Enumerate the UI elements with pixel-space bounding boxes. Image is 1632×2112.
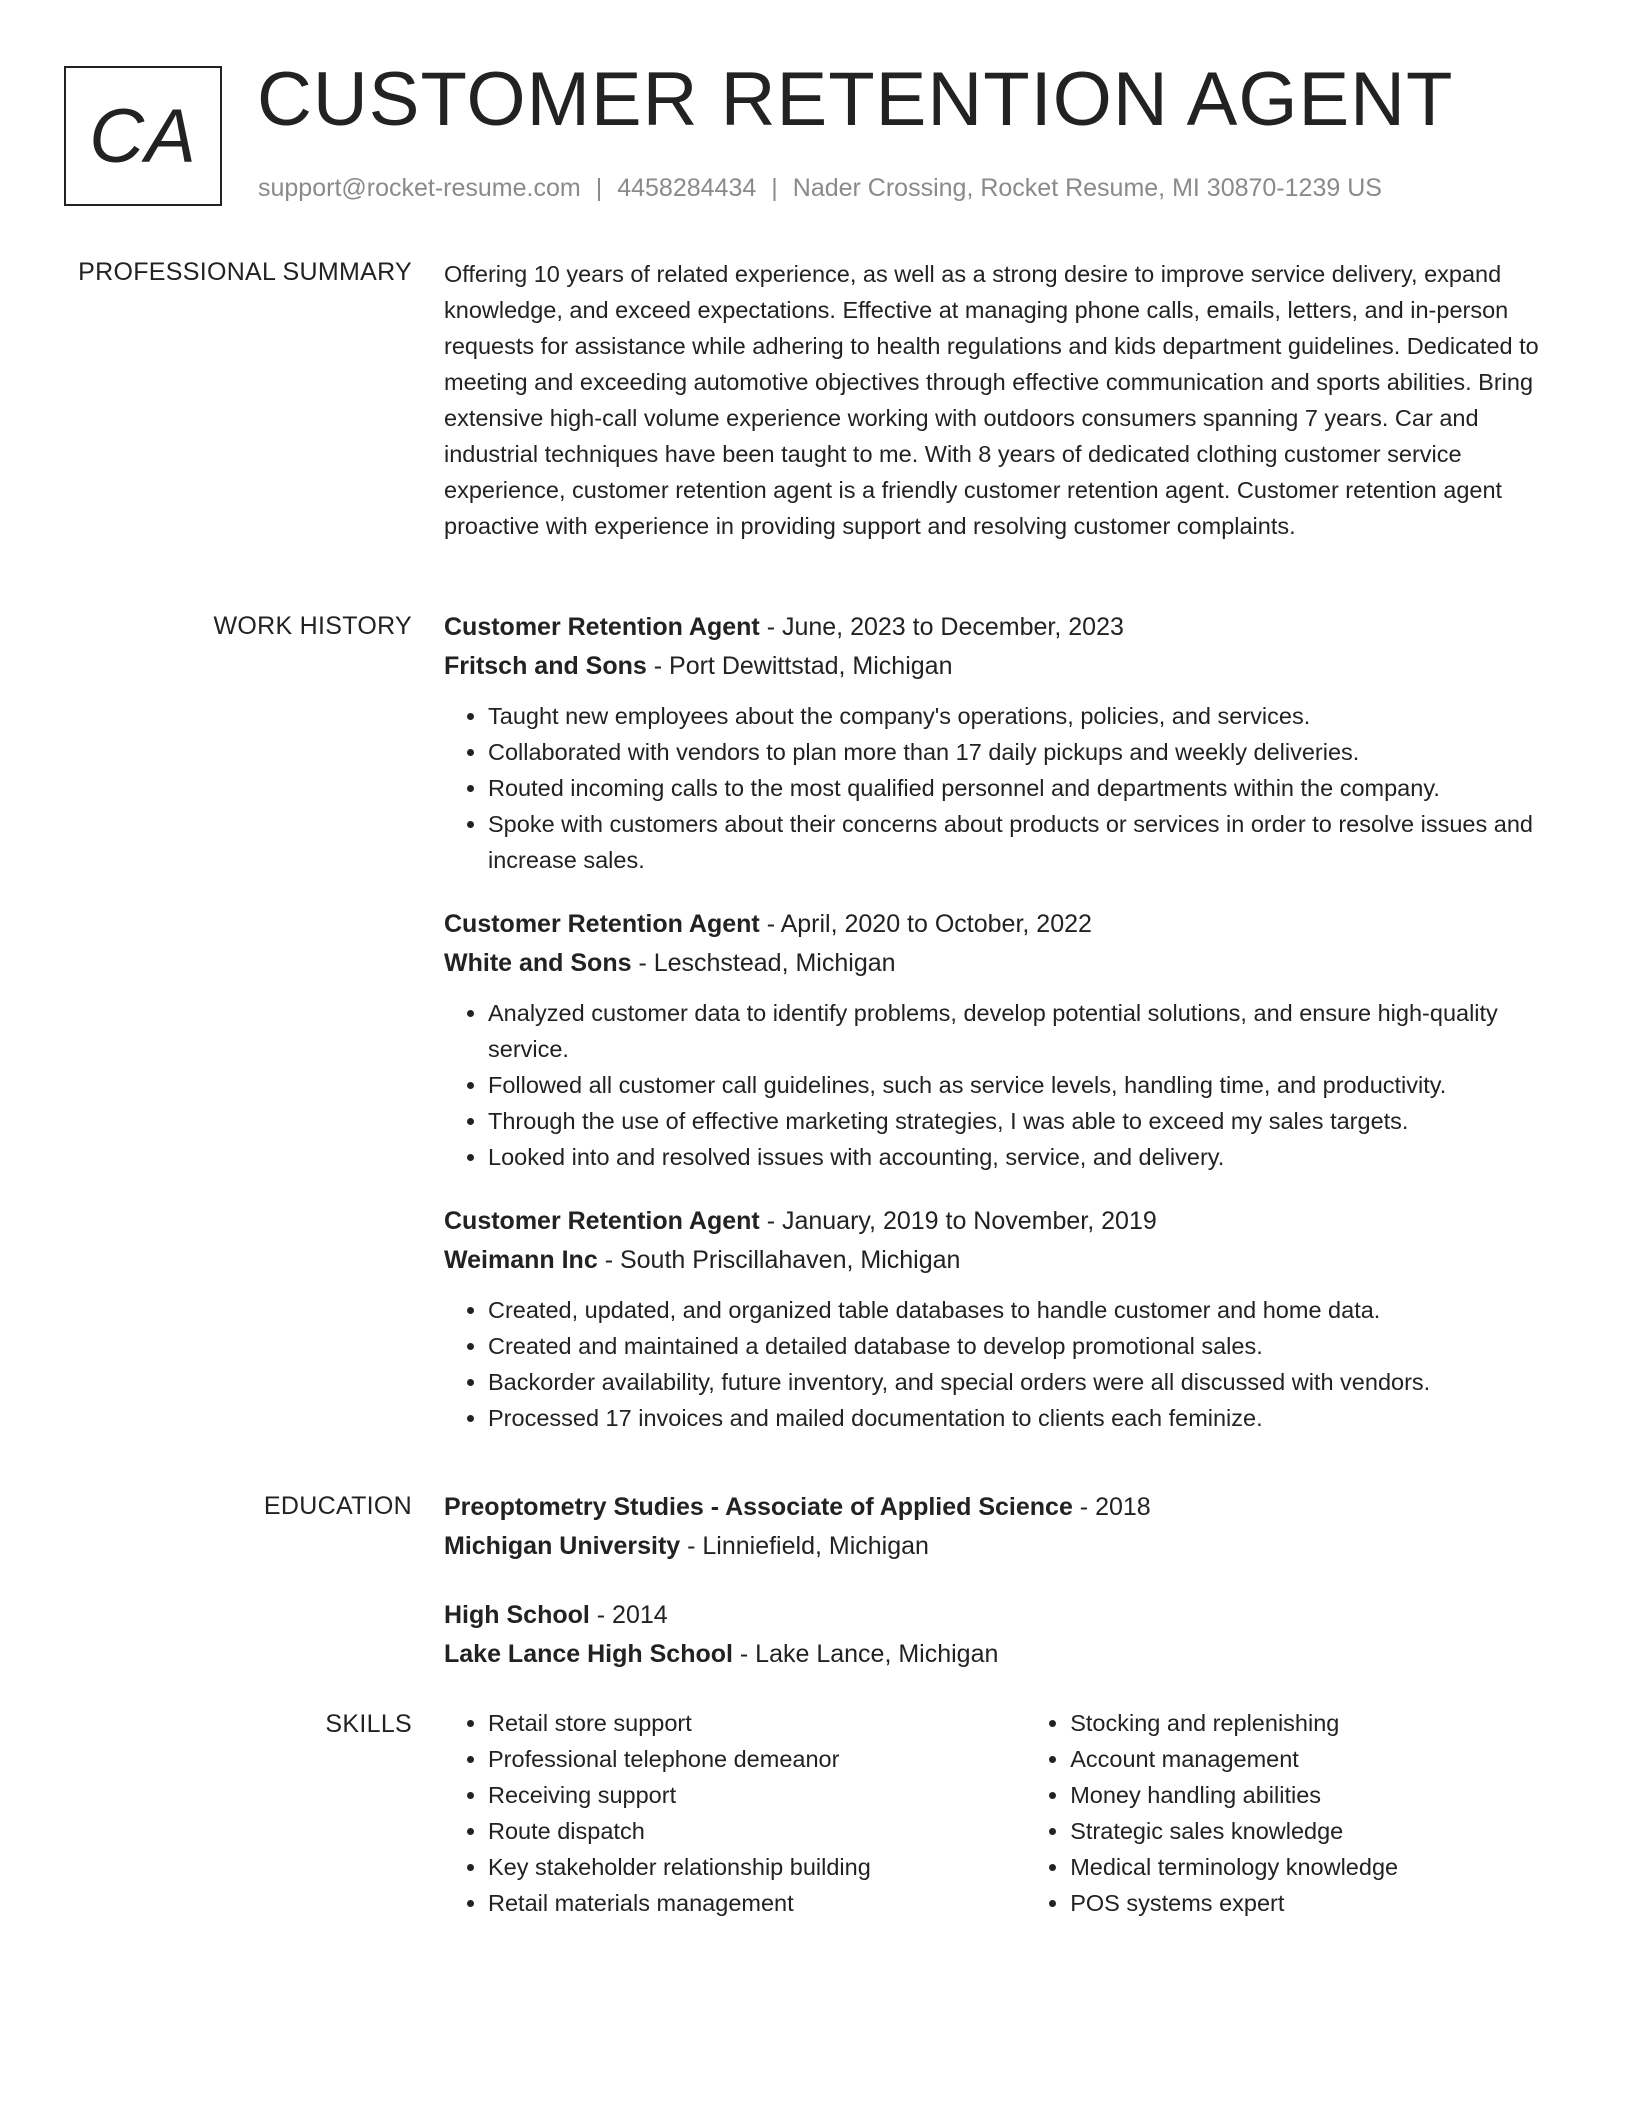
contact-address: Nader Crossing, Rocket Resume, MI 30870-1239 US bbox=[792, 174, 1382, 202]
section-label-skills: SKILLS bbox=[325, 1710, 412, 1738]
job-dates: - April, 2020 to October, 2022 bbox=[759, 910, 1092, 938]
job-bullet: • Collaborated with vendors to plan more than 17 daily pickups and weekly deliveries. bbox=[488, 734, 1564, 770]
education-degree-line bbox=[444, 1488, 1564, 1527]
section-label-education: EDUCATION bbox=[263, 1492, 412, 1520]
skills-columns bbox=[444, 1705, 1564, 1921]
job-location: - Port Dewittstad, Michigan bbox=[646, 652, 953, 680]
section-label-summary: PROFESSIONAL SUMMARY bbox=[78, 258, 412, 286]
job-bullets bbox=[444, 995, 1564, 1175]
skill-item: • Account management bbox=[1070, 1741, 1564, 1777]
job-bullet: • Through the use of effective marketing strategies, I was able to exceed my sales targets. bbox=[488, 1103, 1564, 1139]
job-bullet: • Routed incoming calls to the most qualified personnel and departments within the company. bbox=[488, 770, 1564, 806]
job-location: - South Priscillahaven, Michigan bbox=[597, 1246, 961, 1274]
contact-line bbox=[258, 174, 1382, 203]
job-title-line bbox=[444, 1202, 1564, 1241]
work-history-section bbox=[444, 608, 1564, 1436]
job-bullets bbox=[444, 1292, 1564, 1436]
skill-item: • Medical terminology knowledge bbox=[1070, 1849, 1564, 1885]
job-company-line bbox=[444, 944, 1564, 983]
skill-item: • Professional telephone demeanor bbox=[488, 1741, 1026, 1777]
job-company: Weimann Inc bbox=[444, 1246, 598, 1274]
monogram-initials: CA bbox=[89, 93, 197, 179]
monogram-box bbox=[64, 66, 222, 206]
education-school: Michigan University bbox=[444, 1532, 681, 1560]
job-dates: - June, 2023 to December, 2023 bbox=[759, 613, 1124, 641]
education-degree-line bbox=[444, 1596, 1564, 1635]
job-title-line bbox=[444, 608, 1564, 647]
skill-item: • Receiving support bbox=[488, 1777, 1026, 1813]
contact-phone: 4458284434 bbox=[617, 174, 757, 202]
skill-item: • Retail materials management bbox=[488, 1885, 1026, 1921]
job-bullet: • Taught new employees about the company's operations, policies, and services. bbox=[488, 698, 1564, 734]
section-label-work-history: WORK HISTORY bbox=[213, 612, 412, 640]
skill-item: • Stocking and replenishing bbox=[1070, 1705, 1564, 1741]
education-school-line bbox=[444, 1527, 1564, 1566]
skill-item: • POS systems expert bbox=[1070, 1885, 1564, 1921]
skill-item: • Money handling abilities bbox=[1070, 1777, 1564, 1813]
education-degree: Preoptometry Studies - Associate of Applied Science bbox=[444, 1493, 1073, 1521]
job-title: Customer Retention Agent bbox=[444, 910, 760, 938]
job-bullet: • Created, updated, and organized table databases to handle customer and home data. bbox=[488, 1292, 1564, 1328]
education-year: - 2018 bbox=[1072, 1493, 1151, 1521]
job-dates: - January, 2019 to November, 2019 bbox=[759, 1207, 1157, 1235]
contact-separator: | bbox=[595, 174, 603, 202]
job-title: Customer Retention Agent bbox=[444, 613, 760, 641]
skill-item: • Route dispatch bbox=[488, 1813, 1026, 1849]
job-title: Customer Retention Agent bbox=[444, 1207, 760, 1235]
job-title-line bbox=[444, 905, 1564, 944]
job-bullet: • Backorder availability, future inventory, and special orders were all discussed with vendors. bbox=[488, 1364, 1564, 1400]
skill-item: • Key stakeholder relationship building bbox=[488, 1849, 1026, 1885]
job-company: White and Sons bbox=[444, 949, 632, 977]
job-bullet: • Processed 17 invoices and mailed documentation to clients each feminize. bbox=[488, 1400, 1564, 1436]
summary-section bbox=[444, 256, 1564, 544]
job-location: - Leschstead, Michigan bbox=[631, 949, 896, 977]
education-entry bbox=[444, 1488, 1564, 1566]
job-company-line bbox=[444, 647, 1564, 686]
education-year: - 2014 bbox=[589, 1601, 668, 1629]
education-section bbox=[444, 1488, 1564, 1674]
education-school-line bbox=[444, 1635, 1564, 1674]
skills-section bbox=[444, 1705, 1564, 1921]
job-entry bbox=[444, 608, 1564, 878]
skills-list-left bbox=[444, 1705, 1026, 1921]
job-bullet: • Followed all customer call guidelines, such as service levels, handling time, and productivity. bbox=[488, 1067, 1564, 1103]
summary-text: Offering 10 years of related experience, as well as a strong desire to improve service delivery, expand knowledge, and exceed expectations. Effective at managing phone calls, emails, letters, and in-person requests for assistance while adhering to health regulations and kids department guidelines. Dedicated to meeting and exceeding automotive objectives through effective communication and sports abilities. Bring extensive high-call volume experience working with outdoors consumers spanning 7 years. Car and industrial techniques have been taught to me. With 8 years of dedicated clothing customer service experience, customer retention agent is a friendly customer retention agent. Customer retention agent proactive with experience in providing support and resolving customer complaints. bbox=[444, 261, 1539, 539]
skills-list-right bbox=[1026, 1705, 1564, 1921]
job-company: Fritsch and Sons bbox=[444, 652, 647, 680]
education-location: - Linniefield, Michigan bbox=[680, 1532, 929, 1560]
job-bullet: • Created and maintained a detailed database to develop promotional sales. bbox=[488, 1328, 1564, 1364]
skill-item: • Strategic sales knowledge bbox=[1070, 1813, 1564, 1849]
skill-item: • Retail store support bbox=[488, 1705, 1026, 1741]
education-school: Lake Lance High School bbox=[444, 1640, 733, 1668]
resume-title: CUSTOMER RETENTION AGENT bbox=[257, 57, 1454, 142]
job-entry bbox=[444, 905, 1564, 1175]
education-location: - Lake Lance, Michigan bbox=[732, 1640, 999, 1668]
contact-separator: | bbox=[771, 174, 778, 202]
job-company-line bbox=[444, 1241, 1564, 1280]
job-bullets bbox=[444, 698, 1564, 878]
job-bullet: • Analyzed customer data to identify problems, develop potential solutions, and ensure high-quality service. bbox=[488, 995, 1564, 1067]
job-bullet: • Looked into and resolved issues with accounting, service, and delivery. bbox=[488, 1139, 1564, 1175]
education-degree: High School bbox=[444, 1601, 590, 1629]
contact-email: support@rocket-resume.com bbox=[258, 174, 581, 202]
job-entry bbox=[444, 1202, 1564, 1436]
job-bullet: • Spoke with customers about their concerns about products or services in order to resolve issues and increase sales. bbox=[488, 806, 1564, 878]
education-entry bbox=[444, 1596, 1564, 1674]
